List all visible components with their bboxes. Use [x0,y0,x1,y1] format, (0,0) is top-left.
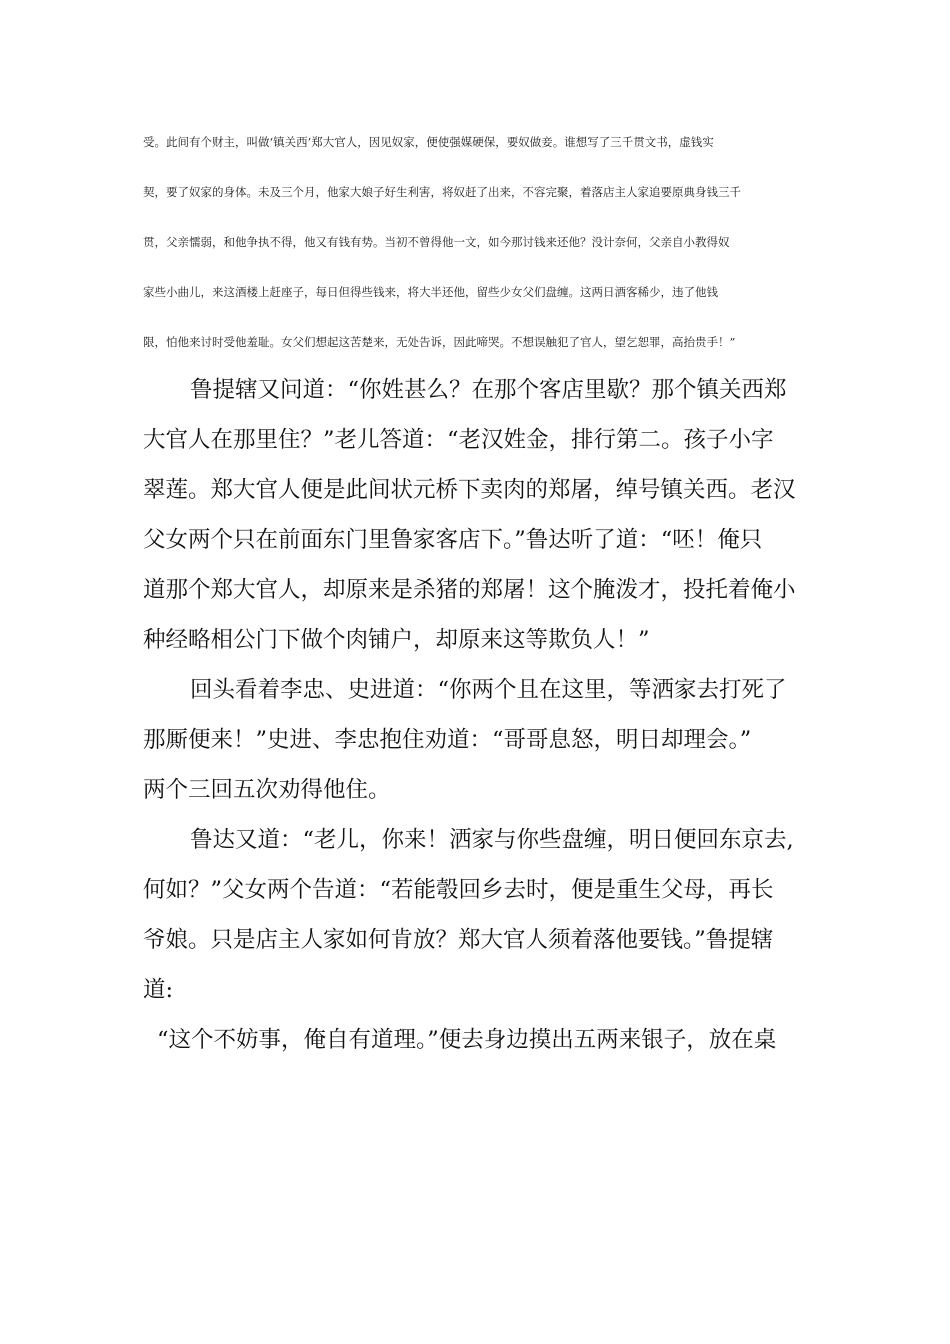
text-line: 受。此间有个财主，叫做‘镇关西’郑大官人，因见奴家，便使强媒硬保，要奴做妾。谁想写了三千贯文书，虚钱实 [143,135,714,149]
text-line: 契，要了奴家的身体。未及三个月，他家大娘子好生利害，将奴赶了出来，不容完聚，着落店主人家追要原典身钱三千 [143,185,741,199]
text-line: 道那个郑大官人，却原来是杀猪的郑屠！这个腌泼才，投托着俺小 [143,577,796,603]
text-line: “这个不妨事，俺自有道理。”便去身边摸出五两来银子，放在桌 [157,1027,777,1053]
small-text-paragraph [143,128,805,378]
text-line: 爷娘。只是店主人家如何肯放？郑大官人须着落他要钱。”鲁提辖 [143,927,774,953]
text-line: 回头看着李忠、史进道：“你两个且在这里，等洒家去打死了 [190,677,787,703]
text-line: 鲁提辖又问道：“你姓甚么？在那个客店里歇？那个镇关西郑 [190,377,787,403]
text-line: 道: [143,977,174,1003]
main-text-body [143,365,808,1065]
text-line: 那厮便来！”史进、李忠抱住劝道：“哥哥息怒，明日却理会。” [143,727,752,753]
text-line: 鲁达又道：“老儿，你来！洒家与你些盘缠，明日便回东京去, [190,827,794,853]
text-line: 种经略相公门下做个肉铺户，却原来这等欺负人！” [143,627,650,653]
text-line: 两个三回五次劝得他住。 [143,777,391,803]
text-line: 翠莲。郑大官人便是此间状元桥下卖肉的郑屠，绰号镇关西。老汉 [143,477,796,503]
text-line: 限，怕他来讨时受他羞耻。女父们想起这苦楚来，无处告诉，因此啼哭。不想误触犯了官人，望乞恕罪，高抬贵手！” [143,335,736,349]
text-line: 大官人在那里住？”老儿答道：“老汉姓金，排行第二。孩子小字 [143,427,774,453]
text-line: 贯，父亲懦弱，和他争执不得，他又有钱有势。当初不曾得他一文，如今那讨钱来还他？没计奈何，父亲自小教得奴 [143,235,730,249]
text-line: 家些小曲儿，来这酒楼上赶座子，每日但得些钱来，将大半还他，留些少女父们盘缠。这两日酒客稀少，违了他钱 [143,285,718,299]
text-line: 父女两个只在前面东门里鲁家客店下。”鲁达听了道：“呸！俺只 [143,527,763,553]
text-line: 何如？”父女两个告道：“若能彀回乡去时，便是重生父母，再长 [143,877,774,903]
